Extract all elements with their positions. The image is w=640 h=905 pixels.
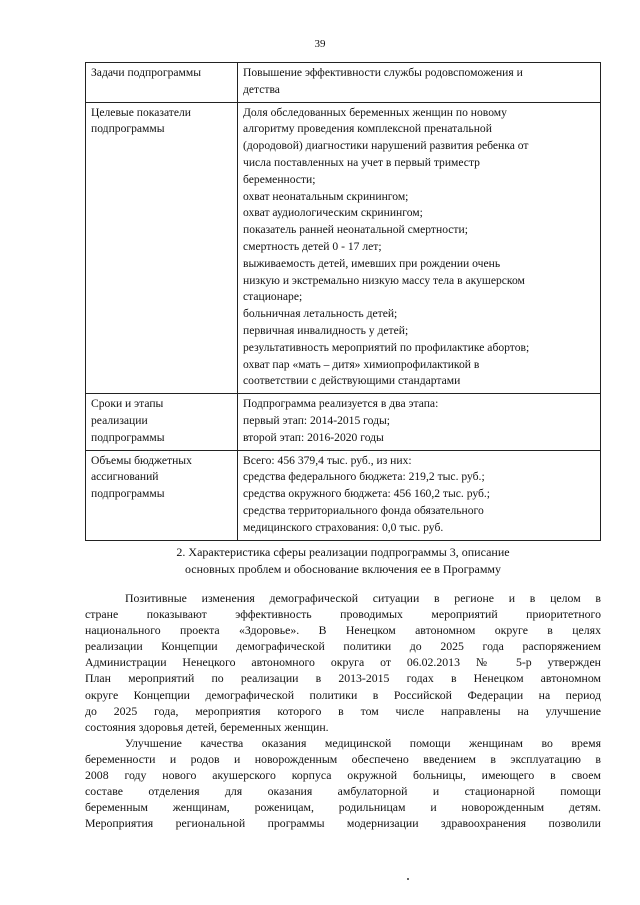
scan-dot [407, 878, 409, 880]
row-label-line: Объемы бюджетных [91, 453, 192, 467]
row-value-line: низкую и экстремально низкую массу тела в акушерском [243, 273, 525, 287]
paragraph-line: реализации Концепции демографической политики до 2025 года распоряжением [85, 639, 601, 654]
row-value-line: (дородовой) диагностики нарушений развития ребенка от [243, 139, 529, 153]
row-value-line: первичная инвалидность у детей; [243, 323, 409, 337]
section-heading-line: 2. Характеристика сферы реализации подпрограммы 3, описание [176, 545, 510, 559]
row-value-line: больничная летальность детей; [243, 307, 398, 321]
table-row [86, 102, 601, 394]
page-number: 39 [314, 38, 326, 50]
body-text [85, 590, 601, 831]
section-heading-line: основных проблем и обоснование включения ее в Программу [184, 561, 502, 576]
row-value-line: Повышение эффективности службы родовспоможения и [243, 66, 523, 79]
row-value-cell [238, 450, 601, 540]
row-value-line: второй этап: 2016-2020 годы [243, 430, 384, 444]
row-value-line: числа поставленных на учет в первый триместр [243, 155, 480, 169]
row-value-line: результативность мероприятий по профилактике абортов; [243, 340, 530, 354]
row-value-line: средства федерального бюджета: 219,2 тыс. руб.; [243, 470, 485, 484]
row-label-line: ассигнований [91, 470, 159, 484]
row-value-line: Доля обследованных беременных женщин по новому [243, 105, 507, 119]
row-value-cell [238, 102, 601, 394]
paragraph-line: до 2025 года, мероприятия которого в том числе направлены на улучшение [85, 703, 601, 718]
row-label-line: подпрограммы [91, 122, 165, 136]
row-value-cell [238, 394, 601, 450]
row-label-line: Целевые показатели [91, 105, 191, 119]
row-value-line: медицинского страхования: 0,0 тыс. руб. [243, 520, 444, 534]
paragraph-line: составе отделения для оказания амбулаторной и стационарной помощи [85, 784, 601, 799]
row-label-cell [86, 63, 238, 103]
row-value-line: Подпрограмма реализуется в два этапа: [243, 397, 439, 411]
paragraph-line: национального проекта «Здоровье». В Ненецком автономном округе в целях [85, 623, 601, 638]
paragraph-line: 2008 году нового акушерского корпуса окружной больницы, имеющего в своем [85, 768, 601, 783]
row-label-cell [86, 450, 238, 540]
row-value-line: средства территориального фонда обязательного [243, 503, 484, 517]
paragraph-line: Мероприятия региональной программы модернизации здравоохранения позволили [85, 816, 601, 831]
row-value-line: детства [243, 82, 280, 96]
table-row [86, 394, 601, 450]
paragraph-line: беременности и родов и новорожденным обеспечено введением в эксплуатацию в [85, 751, 601, 766]
subprogram-passport-table [85, 62, 601, 541]
row-value-line: стационаре; [243, 290, 303, 304]
paragraph-line: округе Концепции демографической политики в Российской Федерации на период [85, 687, 601, 702]
row-value-cell [238, 63, 601, 103]
row-label-line: Задачи подпрограммы [91, 66, 201, 79]
row-value-line: выживаемость детей, имевших при рождении очень [243, 256, 501, 270]
paragraph-line: План мероприятий по реализации в 2013-2015 годах в Ненецком автономном [85, 671, 601, 686]
paragraph-line: состояния здоровья детей, беременных женщин. [85, 719, 329, 734]
row-value-line: показатель ранней неонатальной смертности; [243, 223, 468, 237]
table-row [86, 450, 601, 540]
section-heading [85, 544, 601, 577]
paragraph [85, 735, 601, 832]
row-value-line: охват аудиологическим скринингом; [243, 206, 423, 220]
row-value-line: алгоритму проведения комплексной пренатальной [243, 122, 492, 136]
row-value-line: Всего: 456 379,4 тыс. руб., из них: [243, 453, 412, 467]
paragraph [85, 590, 601, 735]
row-value-line: беременности; [243, 172, 316, 186]
row-value-line: смертность детей 0 - 17 лет; [243, 239, 382, 253]
row-label-line: реализации [91, 413, 148, 427]
paragraph-line: Администрации Ненецкого автономного округа от 06.02.2013 № 5-р утвержден [85, 655, 601, 670]
row-value-line: средства окружного бюджета: 456 160,2 тыс. руб.; [243, 487, 491, 501]
paragraph-line: стране показывают эффективность проводимых мероприятий приоритетного [85, 607, 601, 622]
row-label-line: подпрограммы [91, 430, 165, 444]
row-label-cell [86, 394, 238, 450]
row-label-line: Сроки и этапы [91, 397, 164, 411]
row-value-line: первый этап: 2014-2015 годы; [243, 413, 390, 427]
paragraph-line: беременным женщинам, роженицам, родильницам и новорожденным детям. [85, 800, 601, 815]
row-label-line: подпрограммы [91, 487, 165, 501]
paragraph-line: Позитивные изменения демографической ситуации в регионе и в целом в [125, 591, 601, 605]
row-value-line: охват неонатальным скринингом; [243, 189, 409, 203]
table-row [86, 63, 601, 103]
row-value-line: соответствии с действующими стандартами [243, 374, 461, 388]
row-value-line: охват пар «мать – дитя» химиопрофилактикой в [243, 357, 480, 371]
paragraph-line: Улучшение качества оказания медицинской помощи женщинам во время [125, 735, 601, 750]
row-label-cell [86, 102, 238, 394]
